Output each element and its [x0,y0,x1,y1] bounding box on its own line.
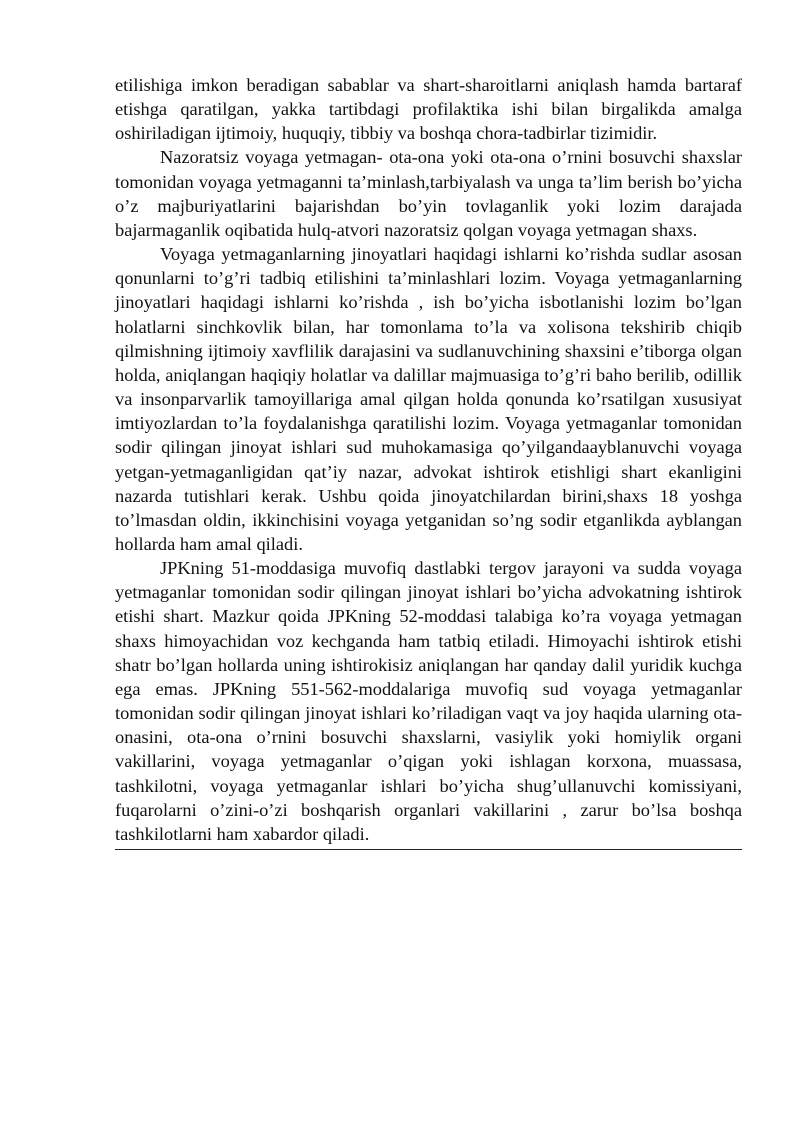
paragraph-1: etilishiga imkon beradigan sabablar va shart-sharoitlarni aniqlash hamda bartaraf etishga qaratilgan, yakka tartibdagi profilaktika ishi bilan birgalikda amalga oshiriladigan ijtimoiy, huquqiy, tibbiy va boshqa chora-tadbirlar tizimidir. [115,75,742,144]
paragraph-4: JPKning 51-moddasiga muvofiq dastlabki tergov jarayoni va sudda voyaga yetmaganlar tomonidan sodir qilingan jinoyat ishlari bo’yicha advokatning ishtirok etishi shart. Mazkur qoida JPKning 52-moddasi talabiga ko’ra voyaga yetmagan shaxs himoyachidan voz kechganda ham tatbiq etiladi. Himoyachi ishtirok etishi shatr bo’lgan hollarda uning ishtirokisiz aniqlangan har qanday dalil yuridik kuchga ega emas. JPKning 551-562-moddalariga muvofiq sud voyaga yetmaganlar tomonidan sodir qilingan jinoyat ishlari ko’riladigan vaqt va joy haqida ularning ota-onasini, ota-ona o’rnini bosuvchi shaxslarni, vasiylik yoki homiylik organi vakillarini, voyaga yetmaganlar o’qigan yoki ishlagan korxona, muassasa, tashkilotni, voyaga yetmaganlar ishlari bo’yicha shug’ullanuvchi komissiyani, fuqarolarni o’zini-o’zi boshqarish organlari vakillarini , zarur bo’lsa boshqa tashkilotlarni ham xabardor qiladi. [115,558,742,844]
paragraph-2: Nazoratsiz voyaga yetmagan- ota-ona yoki ota-ona o’rnini bosuvchi shaxslar tomonidan voyaga yetmaganni ta’minlash,tarbiyalash va unga ta’lim berish bo’yicha o’z majburiyatlarini bajarishdan bo’yin tovlaganlik yoki lozim darajada bajarmaganlik oqibatida hulq-atvori nazoratsiz qolgan voyaga yetmagan shaxs. [115,147,742,240]
document-page [115,73,742,850]
footnote-separator-line [115,849,742,850]
paragraph-3: Voyaga yetmaganlarning jinoyatlari haqidagi ishlarni ko’rishda sudlar asosan qonunlarni to’g’ri tadbiq etilishini ta’minlashlari lozim. Voyaga yetmaganlarning jinoyatlari haqidagi ishlarni ko’rishda , ish bo’yicha isbotlanishi lozim bo’lgan holatlarni sinchkovlik bilan, har tomonlama to’la va xolisona tekshirib chiqib qilmishning ijtimoiy xavflilik darajasini va sudlanuvchining shaxsini e’tiborga olgan holda, aniqlangan haqiqiy holatlar va dalillar majmuasiga to’g’ri baho berilib, odillik va insonparvarlik tamoyillariga amal qilgan holda qonunda ko’rsatilgan xususiyat imtiyozlardan to’la foydalanishga qaratilishi lozim. Voyaga yetmaganlar tomonidan sodir qilingan jinoyat ishlari sud muhokamasiga qo’yilgandaayblanuvchi voyaga yetgan-yetmaganligidan qat’iy nazar, advokat ishtirok etishligi shart ekanligini nazarda tutishlari kerak. Ushbu qoida jinoyatchilardan birini,shaxs 18 yoshga to’lmasdan oldin, ikkinchisini voyaga yetganidan so’ng sodir etganlikda ayblangan hollarda ham amal qiladi. [115,244,742,554]
